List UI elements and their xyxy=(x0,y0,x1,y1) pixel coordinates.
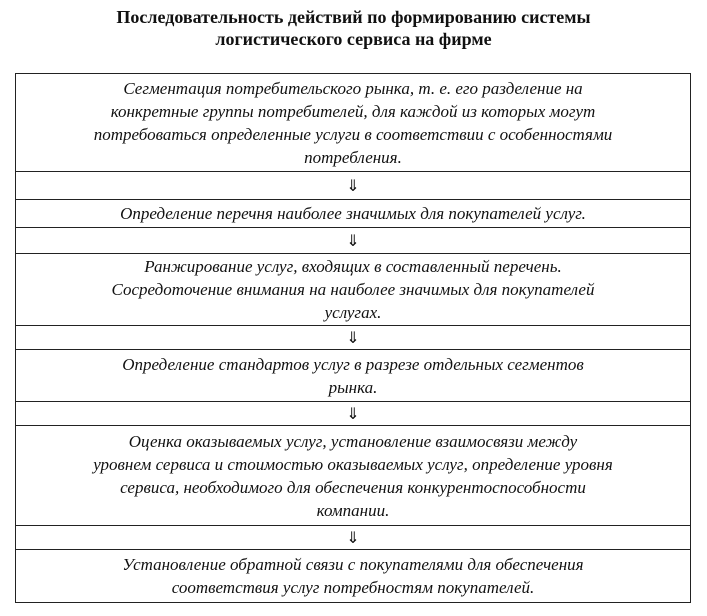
step-1-segmentation xyxy=(16,74,690,172)
step-3-line-3: услугах. xyxy=(324,303,382,322)
step-3-line-1: Ранжирование услуг, входящих в составленный перечень. xyxy=(144,257,562,276)
step-2-service-list xyxy=(16,200,690,228)
process-flow-table xyxy=(15,73,691,603)
title-line-2: логистического сервиса на фирме xyxy=(215,29,492,49)
arrow-glyph: ⇓ xyxy=(346,527,360,547)
arrow-down-icon xyxy=(16,228,690,254)
arrow-glyph: ⇓ xyxy=(346,175,360,195)
step-5-evaluation xyxy=(16,426,690,526)
step-3-ranking xyxy=(16,254,690,326)
step-4-standards xyxy=(16,350,690,402)
arrow-down-icon xyxy=(16,326,690,350)
step-2-line-1: Определение перечня наиболее значимых для покупателей услуг. xyxy=(120,204,586,223)
step-4-line-2: рынка. xyxy=(328,377,378,397)
step-5-line-1: Оценка оказываемых услуг, установление взаимосвязи между xyxy=(128,431,578,451)
arrow-down-icon xyxy=(16,402,690,426)
arrow-glyph: ⇓ xyxy=(346,230,360,250)
step-3-line-2: Сосредоточение внимания на наиболее значимых для покупателей xyxy=(111,280,595,299)
arrow-down-icon xyxy=(16,526,690,550)
step-6-line-2: соответствия услуг потребностям покупателей. xyxy=(171,577,535,597)
arrow-glyph: ⇓ xyxy=(346,403,360,423)
step-1-line-3: потребоваться определенные услуги в соответствии с особенностями xyxy=(93,124,613,144)
step-4-line-1: Определение стандартов услуг в разрезе отдельных сегментов xyxy=(122,354,584,374)
step-5-line-2: уровнем сервиса и стоимостью оказываемых услуг, определение уровня xyxy=(93,454,613,474)
step-1-line-1: Сегментация потребительского рынка, т. е. его разделение на xyxy=(123,78,583,98)
step-5-line-4: компании. xyxy=(316,500,390,520)
diagram-title xyxy=(0,6,707,50)
step-6-feedback xyxy=(16,550,690,601)
step-5-line-3: сервиса, необходимого для обеспечения конкурентоспособности xyxy=(120,477,586,497)
step-1-line-4: потребления. xyxy=(304,147,402,167)
arrow-down-icon xyxy=(16,172,690,200)
step-6-line-1: Установление обратной связи с покупателями для обеспечения xyxy=(122,554,584,574)
arrow-glyph: ⇓ xyxy=(346,327,360,347)
step-1-line-2: конкретные группы потребителей, для каждой из которых могут xyxy=(110,101,596,121)
title-line-1: Последовательность действий по формированию системы xyxy=(116,7,591,27)
